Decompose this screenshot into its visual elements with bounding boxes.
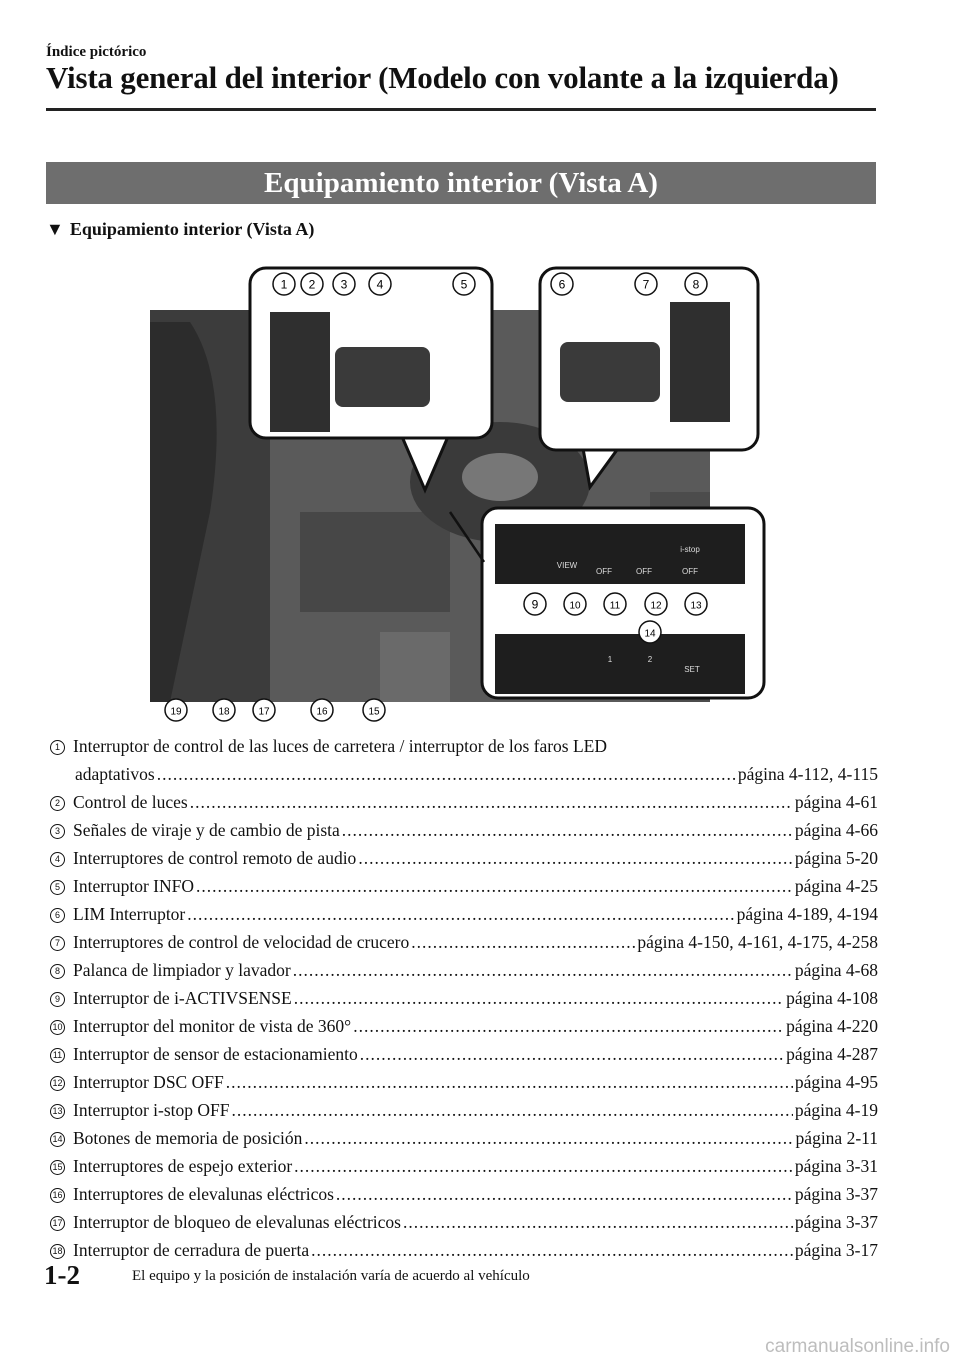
list-item [46, 816, 878, 844]
leader-dots [294, 1152, 793, 1180]
item-number: 11 [50, 1048, 65, 1063]
callout-number [333, 273, 355, 295]
item-label: Control de luces [73, 792, 188, 812]
page-reference: página 4-19 [794, 1100, 878, 1120]
item-number: 17 [50, 1216, 65, 1231]
leader-dots [411, 928, 635, 956]
svg-text:4: 4 [376, 277, 384, 292]
subheading-text: Equipamiento interior (Vista A) [69, 219, 315, 239]
interior-figure [150, 262, 770, 722]
callout-number [551, 273, 573, 295]
callout-number [524, 593, 546, 615]
svg-text:14: 14 [644, 628, 656, 640]
item-number: 9 [50, 992, 65, 1007]
leader-dots [293, 956, 793, 984]
svg-text:9: 9 [531, 597, 539, 612]
breadcrumb: Índice pictórico [46, 44, 147, 60]
item-number: 3 [50, 824, 65, 839]
page-reference: página 4-66 [794, 820, 878, 840]
center-stack [300, 512, 450, 612]
callout-number [213, 699, 235, 721]
leader-dots [232, 1096, 793, 1124]
subheading [46, 219, 314, 240]
list-item [46, 788, 878, 816]
item-number: 6 [50, 908, 65, 923]
svg-text:12: 12 [650, 600, 662, 612]
list-item [46, 1096, 878, 1124]
page-reference: página 3-17 [794, 1240, 878, 1260]
callout-number [363, 699, 385, 721]
callout-number [253, 699, 275, 721]
item-label: Interruptor i-stop OFF [73, 1100, 230, 1120]
svg-text:2: 2 [308, 277, 316, 292]
svg-text:17: 17 [258, 706, 270, 718]
page-reference: página 4-61 [794, 792, 878, 812]
svg-text:19: 19 [170, 706, 182, 718]
callout-number [564, 593, 586, 615]
leader-dots [294, 984, 784, 1012]
leader-dots [196, 872, 793, 900]
svg-text:11: 11 [609, 600, 621, 612]
pedal [380, 632, 450, 702]
title-rule [46, 108, 876, 111]
svg-text:1: 1 [280, 277, 288, 292]
switch-label: OFF [636, 567, 652, 576]
page-reference: página 3-31 [794, 1156, 878, 1176]
callout-number [645, 593, 667, 615]
item-label: Palanca de limpiador y lavador [73, 960, 291, 980]
list-item [46, 872, 878, 900]
callout-number [685, 593, 707, 615]
leader-dots [403, 1208, 793, 1236]
item-label: Interruptor del monitor de vista de 360° [73, 1016, 352, 1036]
leader-dots [336, 1180, 793, 1208]
interior-illustration [150, 262, 770, 722]
stalk-right [670, 302, 730, 422]
item-label: Interruptor de i-ACTIVSENSE [73, 988, 292, 1008]
list-item [46, 1180, 878, 1208]
page-number: 1-2 [44, 1260, 80, 1290]
item-number: 16 [50, 1188, 65, 1203]
steering-hub [462, 453, 538, 501]
callout-number [301, 273, 323, 295]
switch-label: 1 [607, 655, 613, 664]
callout-number [311, 699, 333, 721]
list-item [46, 732, 878, 760]
list-item [46, 956, 878, 984]
item-label: Interruptor de control de las luces de carretera / interruptor de los faros LED [73, 736, 608, 756]
item-number: 8 [50, 964, 65, 979]
list-item [46, 900, 878, 928]
svg-text:5: 5 [460, 277, 468, 292]
leader-dots [157, 760, 736, 788]
item-label: Interruptor de bloqueo de elevalunas eléctricos [73, 1212, 401, 1232]
item-label: Señales de viraje y de cambio de pista [73, 820, 340, 840]
page-reference: página 4-68 [794, 960, 878, 980]
item-number: 4 [50, 852, 65, 867]
item-label: Botones de memoria de posición [73, 1128, 303, 1148]
svg-text:10: 10 [569, 600, 581, 612]
item-number: 2 [50, 796, 65, 811]
memory-switch-panel [495, 634, 745, 694]
list-item [46, 984, 878, 1012]
switch-label: 2 [647, 655, 653, 664]
footer-note: El equipo y la posición de instalación varía de acuerdo al vehículo [132, 1268, 530, 1284]
leader-dots [342, 816, 793, 844]
item-label: Interruptor INFO [73, 876, 195, 896]
page-reference: página 5-20 [794, 848, 878, 868]
callout-number [639, 621, 661, 643]
switch-label: i-stop [680, 545, 700, 554]
page-reference: página 3-37 [794, 1184, 878, 1204]
leader-dots [360, 1040, 784, 1068]
leader-dots [226, 1068, 793, 1096]
item-number: 1 [50, 740, 65, 755]
leader-dots [190, 788, 793, 816]
callout-number [273, 273, 295, 295]
page-reference: página 4-108 [786, 988, 878, 1008]
item-number: 12 [50, 1076, 65, 1091]
item-number: 18 [50, 1244, 65, 1259]
page-reference: página 4-287 [786, 1044, 878, 1064]
item-number: 7 [50, 936, 65, 951]
audio-switch-pad [335, 347, 430, 407]
svg-text:13: 13 [690, 600, 702, 612]
console-switch-panel [495, 524, 745, 584]
item-label: Interruptores de espejo exterior [73, 1156, 293, 1176]
item-number: 10 [50, 1020, 65, 1035]
page-reference: página 3-37 [794, 1212, 878, 1232]
item-label: Interruptores de control de velocidad de crucero [73, 932, 410, 952]
callout-number [604, 593, 626, 615]
item-number: 13 [50, 1104, 65, 1119]
svg-text:8: 8 [692, 277, 700, 292]
list-item [46, 1152, 878, 1180]
item-label: Interruptores de elevalunas eléctricos [73, 1184, 334, 1204]
leader-dots [358, 844, 793, 872]
svg-text:18: 18 [218, 706, 230, 718]
item-label: Interruptores de control remoto de audio [73, 848, 357, 868]
item-number: 14 [50, 1132, 65, 1147]
svg-text:6: 6 [558, 277, 566, 292]
item-label: Interruptor DSC OFF [73, 1072, 224, 1092]
list-item-continuation [46, 760, 878, 788]
page-reference: página 4-150, 4-161, 4-175, 4-258 [637, 932, 878, 952]
list-item [46, 1040, 878, 1068]
item-list [46, 732, 878, 1264]
page-reference: página 4-112, 4-115 [737, 764, 878, 784]
svg-text:3: 3 [340, 277, 348, 292]
svg-text:15: 15 [368, 706, 380, 718]
item-label: Interruptor de cerradura de puerta [73, 1240, 310, 1260]
svg-text:16: 16 [316, 706, 328, 718]
triangle-marker-icon: ▼ [46, 219, 64, 239]
leader-dots [187, 900, 734, 928]
page-reference: página 4-189, 4-194 [736, 904, 878, 924]
callout-number [635, 273, 657, 295]
page-reference: página 4-25 [794, 876, 878, 896]
callout-number [453, 273, 475, 295]
page-reference: página 4-95 [794, 1072, 878, 1092]
list-item [46, 928, 878, 956]
svg-text:7: 7 [642, 277, 650, 292]
watermark: carmanualsonline.info [765, 1336, 950, 1357]
page-title: Vista general del interior (Modelo con volante a la izquierda) [46, 60, 839, 95]
list-item [46, 1068, 878, 1096]
page-reference: página 4-220 [786, 1016, 878, 1036]
switch-label: SET [684, 665, 700, 674]
list-item [46, 1208, 878, 1236]
callout-number [369, 273, 391, 295]
section-banner: Equipamiento interior (Vista A) [46, 162, 876, 204]
item-label: LIM Interruptor [73, 904, 186, 924]
switch-label: OFF [596, 567, 612, 576]
leader-dots [353, 1012, 784, 1040]
item-number: 5 [50, 880, 65, 895]
item-number: 15 [50, 1160, 65, 1175]
list-item [46, 1012, 878, 1040]
callout-number [685, 273, 707, 295]
callout-number [165, 699, 187, 721]
switch-label: VIEW [556, 561, 578, 570]
cruise-switch-pad [560, 342, 660, 402]
switch-label: OFF [682, 567, 698, 576]
list-item [46, 1124, 878, 1152]
list-item [46, 844, 878, 872]
page-reference: página 2-11 [795, 1128, 878, 1148]
leader-dots [311, 1236, 793, 1264]
item-label-continuation: adaptativos [75, 764, 155, 784]
list-item [46, 1236, 878, 1264]
item-label: Interruptor de sensor de estacionamiento [73, 1044, 358, 1064]
stalk-left [270, 312, 330, 432]
leader-dots [304, 1124, 793, 1152]
